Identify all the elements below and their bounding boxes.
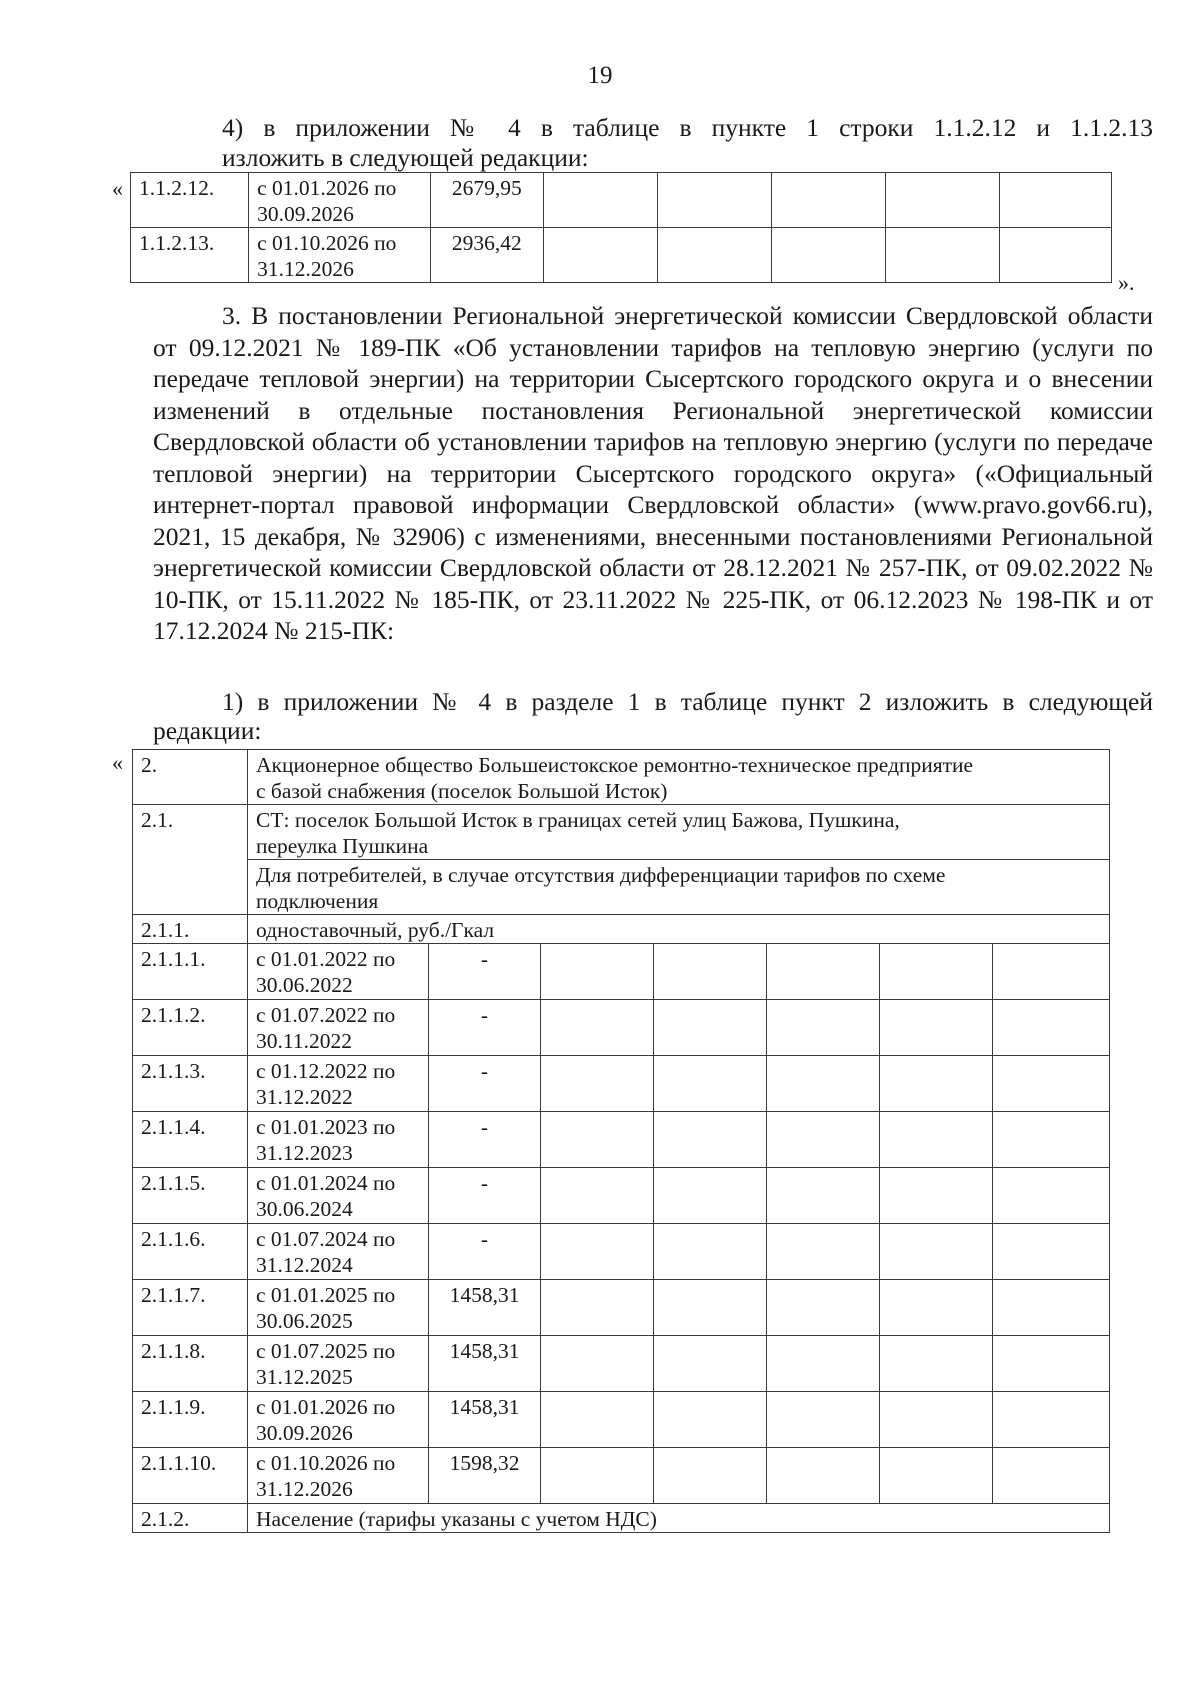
empty-cell bbox=[880, 1280, 993, 1336]
period-cell bbox=[248, 1112, 429, 1168]
empty-cell bbox=[880, 1168, 993, 1224]
period-end: 31.12.2025 bbox=[256, 1365, 353, 1389]
tariff-value: 1458,31 bbox=[429, 1280, 541, 1336]
empty-cell bbox=[654, 1000, 767, 1056]
empty-cell bbox=[880, 1336, 993, 1392]
page-number: 19 bbox=[587, 62, 613, 89]
system-line2: переулка Пушкина bbox=[256, 834, 429, 858]
empty-cell bbox=[880, 1112, 993, 1168]
empty-cell bbox=[885, 228, 999, 283]
period-cell bbox=[248, 1224, 429, 1280]
tariff-value: 1458,31 bbox=[429, 1392, 541, 1448]
empty-cell bbox=[993, 1000, 1110, 1056]
row-number: 2.1.1.1. bbox=[133, 944, 248, 1000]
tariff-value: - bbox=[429, 1112, 541, 1168]
empty-cell bbox=[654, 1280, 767, 1336]
period-cell bbox=[248, 1000, 429, 1056]
empty-cell bbox=[541, 1112, 654, 1168]
system-description bbox=[248, 805, 1110, 860]
consumers-row bbox=[133, 860, 1110, 915]
period-cell bbox=[249, 228, 431, 283]
empty-cell bbox=[993, 1448, 1110, 1504]
row-number: 2.1.1.9. bbox=[133, 1392, 248, 1448]
tariff-value: 2679,95 bbox=[430, 173, 543, 228]
period-end: 31.12.2023 bbox=[256, 1141, 353, 1165]
tariff-value: - bbox=[429, 1168, 541, 1224]
empty-cell bbox=[880, 944, 993, 1000]
paragraph-1-intro bbox=[222, 686, 1153, 718]
paragraph-3-body: 3. В постановлении Региональной энергетической комиссии Свердловской области от 09.12.2021 № 189-ПК «Об установлении тарифов на тепловую энергию (услуги по передаче тепловой энергии) на территории Сысертского городского округа и о внесении изменений в отдельные постановления Региональной энергетической комиссии Свердловской области об установлении тарифов на тепловую энергию (услуги по передаче тепловой энергии) на территории Сысертского городского округа» («Официальный интернет-портал правовой информации Свердловской области» (www.pravo.gov66.ru), 2021, 15 декабря, № 32906) с изменениями, внесенными постановлениями Региональной энергетической комиссии Свердловской области от 28.12.2021 № 257-ПК, от 09.02.2022 № 10-ПК, от 15.11.2022 № 185-ПК, от 23.11.2022 № 225-ПК, от 06.12.2023 № 198-ПК и от 17.12.2024 № 215-ПК: bbox=[153, 301, 1153, 645]
period-start: с 01.01.2026 по bbox=[256, 1395, 396, 1419]
empty-cell bbox=[541, 1336, 654, 1392]
empty-cell bbox=[654, 1336, 767, 1392]
row-number: 2. bbox=[133, 750, 248, 805]
period-cell bbox=[248, 1448, 429, 1504]
table-row bbox=[133, 1000, 1110, 1056]
period-end: 31.12.2026 bbox=[256, 1477, 353, 1501]
period-cell bbox=[248, 944, 429, 1000]
empty-cell bbox=[541, 1224, 654, 1280]
paragraph-4-line1: 4) в приложении № 4 в таблице в пункте 1 строки 1.1.2.12 и 1.1.2.13 bbox=[222, 113, 1153, 142]
open-quote-2: « bbox=[112, 750, 123, 775]
empty-cell bbox=[993, 1168, 1110, 1224]
population-label: Население (тарифы указаны с учетом НДС) bbox=[248, 1504, 1110, 1533]
empty-cell bbox=[541, 1392, 654, 1448]
empty-cell bbox=[993, 1392, 1110, 1448]
population-row bbox=[133, 1504, 1110, 1533]
paragraph-1-line1: 1) в приложении № 4 в разделе 1 в таблице пункт 2 изложить в следующей bbox=[222, 687, 1153, 716]
system-row bbox=[133, 805, 1110, 860]
empty-cell bbox=[767, 1336, 880, 1392]
empty-cell bbox=[880, 1056, 993, 1112]
row-number: 2.1.2. bbox=[133, 1504, 248, 1533]
period-start: с 01.01.2026 по bbox=[257, 176, 397, 200]
period-cell bbox=[248, 1280, 429, 1336]
period-end: 31.12.2024 bbox=[256, 1253, 353, 1277]
empty-cell bbox=[999, 173, 1111, 228]
row-number: 2.1.1. bbox=[133, 915, 248, 944]
empty-cell bbox=[993, 1112, 1110, 1168]
empty-cell bbox=[771, 228, 885, 283]
empty-cell bbox=[993, 1280, 1110, 1336]
empty-cell bbox=[657, 173, 771, 228]
empty-cell bbox=[767, 944, 880, 1000]
period-start: с 01.01.2024 по bbox=[256, 1171, 396, 1195]
period-start: с 01.10.2026 по bbox=[256, 1451, 396, 1475]
empty-cell bbox=[654, 944, 767, 1000]
paragraph-4-line2: изложить в следующей редакции: bbox=[222, 143, 589, 172]
tariff-value: - bbox=[429, 944, 541, 1000]
rate-type-label: одноставочный, руб./Гкал bbox=[248, 915, 1110, 944]
empty-cell bbox=[767, 1448, 880, 1504]
empty-cell bbox=[654, 1448, 767, 1504]
period-cell bbox=[248, 1336, 429, 1392]
empty-cell bbox=[541, 1056, 654, 1112]
empty-cell bbox=[767, 1112, 880, 1168]
empty-cell bbox=[654, 1224, 767, 1280]
table-row bbox=[133, 1056, 1110, 1112]
paragraph-1-line2: редакции: bbox=[153, 716, 262, 745]
empty-cell bbox=[543, 173, 657, 228]
empty-cell bbox=[767, 1280, 880, 1336]
organization-name bbox=[248, 750, 1110, 805]
empty-cell bbox=[541, 944, 654, 1000]
organization-line2: с базой снабжения (поселок Большой Исток) bbox=[256, 779, 668, 803]
empty-cell bbox=[541, 1168, 654, 1224]
row-number: 2.1. bbox=[133, 805, 248, 915]
empty-cell bbox=[654, 1392, 767, 1448]
period-end: 30.06.2024 bbox=[256, 1197, 353, 1221]
empty-cell bbox=[880, 1000, 993, 1056]
organization-row bbox=[133, 750, 1110, 805]
empty-cell bbox=[654, 1112, 767, 1168]
period-cell bbox=[248, 1056, 429, 1112]
empty-cell bbox=[654, 1056, 767, 1112]
close-quote-1: ». bbox=[1118, 270, 1135, 295]
period-end: 30.11.2022 bbox=[256, 1029, 352, 1053]
empty-cell bbox=[541, 1280, 654, 1336]
empty-cell bbox=[999, 228, 1111, 283]
empty-cell bbox=[767, 1392, 880, 1448]
empty-cell bbox=[654, 1168, 767, 1224]
empty-cell bbox=[880, 1448, 993, 1504]
empty-cell bbox=[880, 1224, 993, 1280]
table-row bbox=[131, 228, 1112, 283]
empty-cell bbox=[767, 1168, 880, 1224]
period-start: с 01.07.2025 по bbox=[256, 1339, 396, 1363]
empty-cell bbox=[767, 1224, 880, 1280]
empty-cell bbox=[767, 1000, 880, 1056]
consumers-line2: подключения bbox=[256, 889, 379, 913]
period-end: 30.09.2026 bbox=[257, 202, 354, 226]
table-row bbox=[133, 1448, 1110, 1504]
period-start: с 01.01.2023 по bbox=[256, 1115, 396, 1139]
row-number: 2.1.1.10. bbox=[133, 1448, 248, 1504]
empty-cell bbox=[541, 1448, 654, 1504]
table-row bbox=[133, 1280, 1110, 1336]
period-cell bbox=[248, 1392, 429, 1448]
period-end: 31.12.2022 bbox=[256, 1085, 353, 1109]
row-number: 2.1.1.2. bbox=[133, 1000, 248, 1056]
period-start: с 01.01.2025 по bbox=[256, 1283, 396, 1307]
tariff-value: - bbox=[429, 1000, 541, 1056]
empty-cell bbox=[880, 1392, 993, 1448]
empty-cell bbox=[543, 228, 657, 283]
period-start: с 01.12.2022 по bbox=[256, 1059, 396, 1083]
system-line1: СТ: поселок Большой Исток в границах сетей улиц Бажова, Пушкина, bbox=[256, 808, 900, 832]
period-start: с 01.10.2026 по bbox=[257, 231, 397, 255]
table-row bbox=[131, 173, 1112, 228]
tariff-value: - bbox=[429, 1056, 541, 1112]
empty-cell bbox=[657, 228, 771, 283]
period-cell bbox=[249, 173, 431, 228]
rate-type-row bbox=[133, 915, 1110, 944]
table-row bbox=[133, 1224, 1110, 1280]
period-start: с 01.07.2024 по bbox=[256, 1227, 396, 1251]
tariff-value: 1598,32 bbox=[429, 1448, 541, 1504]
empty-cell bbox=[541, 1000, 654, 1056]
row-number: 2.1.1.3. bbox=[133, 1056, 248, 1112]
empty-cell bbox=[993, 944, 1110, 1000]
row-number: 1.1.2.12. bbox=[131, 173, 249, 228]
table-row bbox=[133, 1392, 1110, 1448]
tariff-value: 2936,42 bbox=[430, 228, 543, 283]
empty-cell bbox=[993, 1056, 1110, 1112]
table-row bbox=[133, 1336, 1110, 1392]
open-quote-1: « bbox=[112, 176, 123, 201]
row-number: 2.1.1.5. bbox=[133, 1168, 248, 1224]
tariff-table-1 bbox=[130, 172, 1112, 283]
consumers-line1: Для потребителей, в случае отсутствия дифференциации тарифов по схеме bbox=[256, 863, 946, 887]
period-end: 30.09.2026 bbox=[256, 1421, 353, 1445]
row-number: 2.1.1.7. bbox=[133, 1280, 248, 1336]
period-cell bbox=[248, 1168, 429, 1224]
tariff-value: 1458,31 bbox=[429, 1336, 541, 1392]
empty-cell bbox=[885, 173, 999, 228]
row-number: 2.1.1.6. bbox=[133, 1224, 248, 1280]
empty-cell bbox=[767, 1056, 880, 1112]
period-start: с 01.01.2022 по bbox=[256, 947, 396, 971]
row-number: 2.1.1.8. bbox=[133, 1336, 248, 1392]
empty-cell bbox=[993, 1336, 1110, 1392]
period-end: 31.12.2026 bbox=[257, 257, 354, 281]
period-end: 30.06.2025 bbox=[256, 1309, 353, 1333]
table-row bbox=[133, 944, 1110, 1000]
tariff-value: - bbox=[429, 1224, 541, 1280]
consumers-description bbox=[248, 860, 1110, 915]
row-number: 2.1.1.4. bbox=[133, 1112, 248, 1168]
period-end: 30.06.2022 bbox=[256, 973, 353, 997]
paragraph-4-intro bbox=[222, 112, 1153, 144]
table-row bbox=[133, 1112, 1110, 1168]
empty-cell bbox=[993, 1224, 1110, 1280]
row-number: 1.1.2.13. bbox=[131, 228, 249, 283]
period-start: с 01.07.2022 по bbox=[256, 1003, 396, 1027]
organization-line1: Акционерное общество Большеистокское ремонтно-техническое предприятие bbox=[256, 753, 974, 777]
tariff-table-2 bbox=[132, 749, 1110, 1533]
table-row bbox=[133, 1168, 1110, 1224]
empty-cell bbox=[771, 173, 885, 228]
